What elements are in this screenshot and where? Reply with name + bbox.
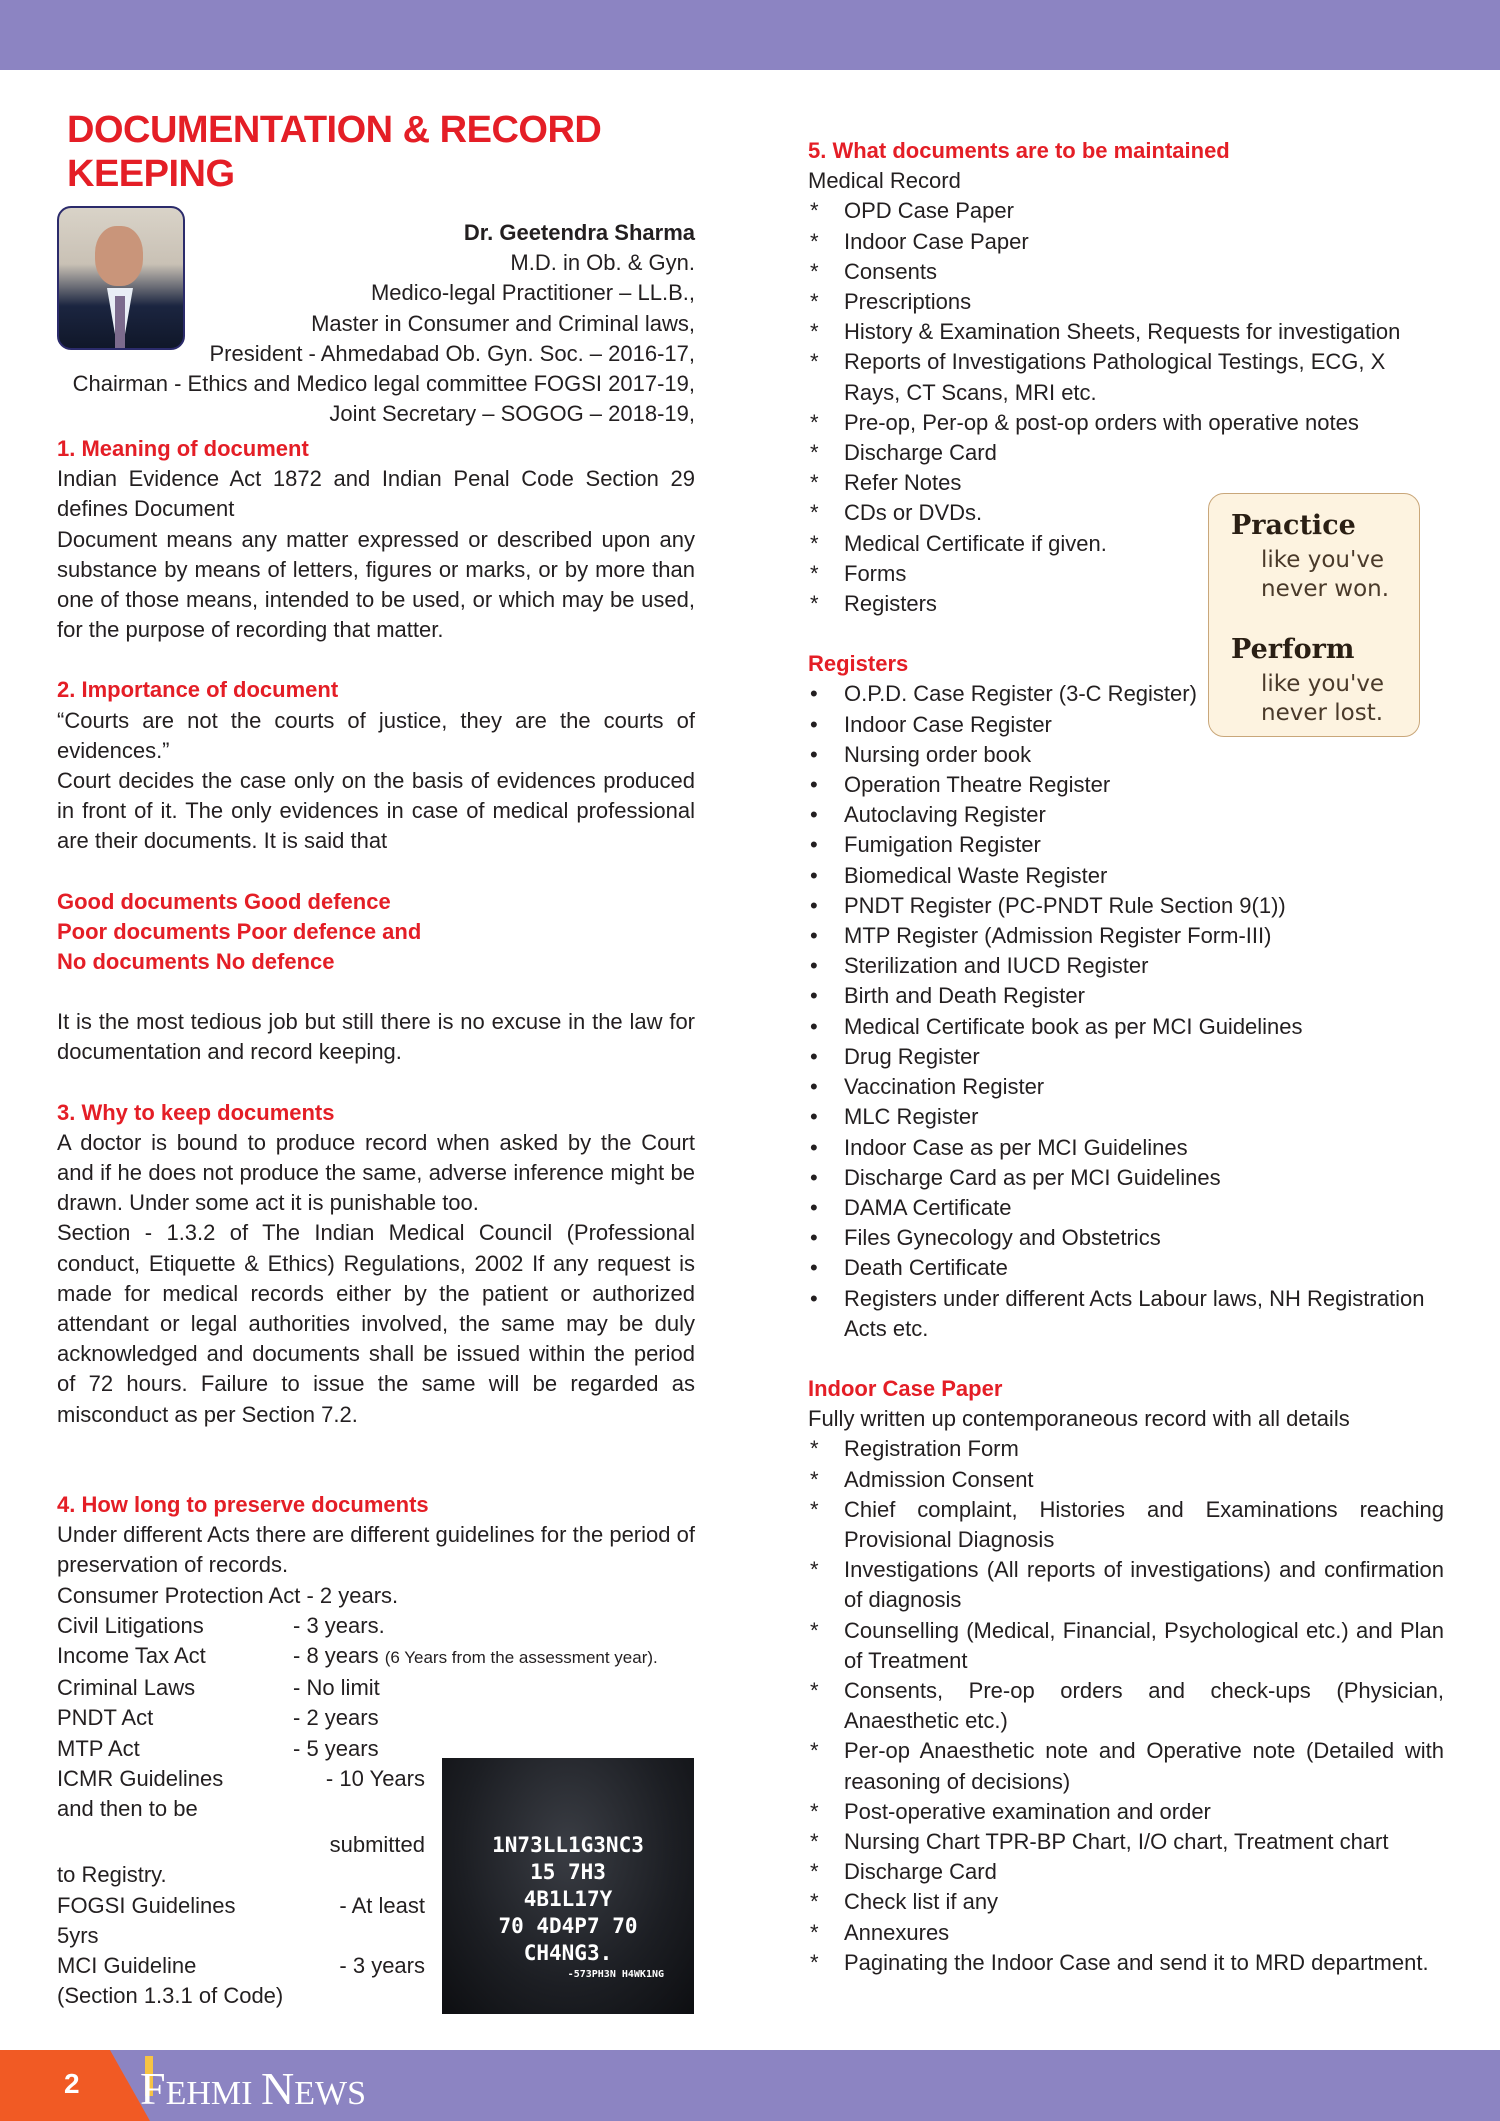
list-item	[808, 347, 1444, 407]
bullet-marker: *	[810, 349, 819, 375]
tshirt-line: 4B1L17Y	[523, 1887, 613, 1911]
motto-line: like you've	[1261, 547, 1385, 573]
act-name: MCI Guideline	[57, 1952, 197, 1978]
registers-list	[808, 679, 1444, 1343]
motto-line: never lost.	[1261, 700, 1384, 726]
act-name: FOGSI Guidelines	[57, 1892, 236, 1918]
bullet-marker: •	[810, 953, 818, 979]
list-item-text: Discharge Card	[844, 1859, 997, 1885]
act-period: - 3 years	[339, 1952, 425, 1978]
list-item-text: PNDT Register (PC-PNDT Rule Section 9(1))	[844, 892, 1286, 918]
paragraph: Indian Evidence Act 1872 and Indian Penal Code Section 29 defines Document	[57, 466, 695, 522]
section-heading: Indoor Case Paper	[808, 1375, 1003, 1401]
list-item-text: Pre-op, Per-op & post-op orders with operative notes	[844, 409, 1359, 435]
act-period: - 3 years.	[293, 1612, 385, 1638]
list-item	[808, 1223, 1444, 1253]
list-item-text: Biomedical Waste Register	[844, 862, 1108, 888]
paragraph: Section - 1.3.2 of The Indian Medical Council (Professional conduct, Etiquette & Ethics) Regulations, 2002 If any request is made for medical records either by the patient or authorized attendant or legal authorities involved, the same may be duly acknowledged and documents shall be issued within the period of 72 hours. Failure to issue the same will be regarded as misconduct as per Section 7.2.	[57, 1220, 695, 1427]
bullet-marker: *	[810, 228, 819, 254]
bullet-marker: •	[810, 1043, 818, 1069]
list-item-text: Nursing order book	[844, 741, 1032, 767]
author-name: Dr. Geetendra Sharma	[463, 220, 695, 245]
act-name: to Registry.	[57, 1862, 167, 1888]
act-period: - 10 Years	[325, 1765, 425, 1791]
bullet-marker: *	[810, 198, 819, 224]
list-item	[808, 951, 1444, 981]
preservation-row	[57, 1611, 695, 1641]
list-item	[808, 1797, 1444, 1827]
act-name: (Section 1.3.1 of Code)	[57, 1983, 284, 2009]
list-item-text: Vaccination Register	[844, 1074, 1045, 1100]
act-period: 5yrs	[57, 1922, 99, 1948]
list-item-text: Per-op Anaesthetic note and Operative note (Detailed with reasoning of decisions)	[844, 1738, 1444, 1794]
list-item	[808, 1465, 1444, 1495]
author-line: Joint Secretary – SOGOG – 2018-19,	[329, 401, 695, 427]
list-item	[808, 196, 1444, 226]
act-period: - No limit	[293, 1675, 380, 1701]
act-period: - At least	[339, 1892, 425, 1918]
preservation-row	[57, 1673, 695, 1703]
paragraph: Court decides the case only on the basis of evidences produced in front of it. The only evidences in case of medical professional are their documents. It is said that	[57, 768, 695, 854]
author-line: M.D. in Ob. & Gyn.	[510, 250, 695, 276]
bullet-marker: •	[810, 983, 818, 1009]
bullet-marker: •	[810, 1013, 818, 1039]
bullet-marker: *	[810, 1949, 819, 1975]
bullet-marker: *	[810, 1859, 819, 1885]
bullet-marker: *	[810, 319, 819, 345]
act-name: MTP Act	[57, 1735, 140, 1761]
list-item-text: Registers	[844, 591, 937, 617]
paragraph: Fully written up contemporaneous record with all details	[808, 1406, 1350, 1432]
list-item	[808, 830, 1444, 860]
act-name: Civil Litigations	[57, 1612, 204, 1638]
list-item-text: Consents	[844, 258, 937, 284]
list-item-text: History & Examination Sheets, Requests for investigation	[844, 319, 1401, 345]
list-item-text: Paginating the Indoor Case and send it to MRD department.	[844, 1949, 1429, 1975]
list-item	[808, 1918, 1444, 1948]
bullet-marker: •	[810, 862, 818, 888]
bullet-marker: *	[810, 1889, 819, 1915]
list-item	[808, 921, 1444, 951]
list-item	[808, 1193, 1444, 1223]
bullet-marker: •	[810, 892, 818, 918]
bullet-marker: •	[810, 1104, 818, 1130]
list-item	[808, 1102, 1444, 1132]
author-line: Master in Consumer and Criminal laws,	[311, 310, 695, 336]
list-item-text: CDs or DVDs.	[844, 500, 983, 526]
brand-logo: FEHMI NEWS	[140, 2063, 366, 2114]
bullet-marker: *	[810, 289, 819, 315]
list-item-text: Registers under different Acts Labour laws, NH Registration Acts etc.	[844, 1285, 1425, 1341]
bullet-marker: •	[810, 1194, 818, 1220]
list-item-text: Sterilization and IUCD Register	[844, 953, 1149, 979]
list-item	[808, 1676, 1444, 1736]
bullet-marker: •	[810, 1225, 818, 1251]
act-name: ICMR Guidelines	[57, 1765, 224, 1791]
list-item-text: Discharge Card	[844, 440, 997, 466]
paragraph: Medical Record	[808, 168, 961, 194]
list-item	[808, 1072, 1444, 1102]
list-item	[808, 1495, 1444, 1555]
list-item	[808, 287, 1444, 317]
list-item-text: Indoor Case as per MCI Guidelines	[844, 1134, 1188, 1160]
act-period: submitted	[329, 1832, 425, 1858]
list-item-text: O.P.D. Case Register (3-C Register)	[844, 681, 1197, 707]
tshirt-line: 15 7H3	[530, 1860, 606, 1884]
list-item-text: Counselling (Medical, Financial, Psychological etc.) and Plan of Treatment	[844, 1617, 1444, 1673]
list-item-text: Death Certificate	[844, 1255, 1008, 1281]
bullet-marker: •	[810, 741, 818, 767]
list-item-text: Forms	[844, 560, 907, 586]
bullet-marker: *	[810, 1798, 819, 1824]
article-title: DOCUMENTATION & RECORD KEEPING	[67, 109, 602, 195]
bullet-marker: *	[810, 258, 819, 284]
list-item-text: Prescriptions	[844, 289, 972, 315]
bullet-marker: *	[810, 1919, 819, 1945]
list-item	[808, 1434, 1444, 1464]
bullet-marker: *	[810, 1677, 819, 1703]
act-name: Criminal Laws	[57, 1675, 196, 1701]
bullet-marker: *	[810, 1466, 819, 1492]
preservation-row	[57, 1641, 695, 1673]
author-line: Medico-legal Practitioner – LL.B.,	[370, 280, 695, 306]
bullet-marker: •	[810, 681, 818, 707]
bullet-marker: *	[810, 591, 819, 617]
bullet-marker: *	[810, 500, 819, 526]
tshirt-line: 70 4D4P7 70	[498, 1914, 638, 1938]
list-item	[808, 1042, 1444, 1072]
bullet-marker: *	[810, 530, 819, 556]
bullet-marker: •	[810, 1164, 818, 1190]
list-item	[808, 1616, 1444, 1676]
list-item	[808, 1163, 1444, 1193]
list-item-text: Annexures	[844, 1919, 950, 1945]
motto-box	[1208, 493, 1420, 737]
slogan: Poor documents Poor defence and	[57, 918, 422, 944]
indoor-list	[808, 1434, 1444, 1978]
motto-line: never won.	[1261, 576, 1390, 602]
list-item-text: Indoor Case Paper	[844, 228, 1029, 254]
list-item-text: Reports of Investigations Pathological Testings, ECG, X Rays, CT Scans, MRI etc.	[844, 349, 1386, 405]
list-item-text: MTP Register (Admission Register Form-III)	[844, 923, 1272, 949]
author-block	[57, 206, 695, 434]
act-name: PNDT Act	[57, 1705, 154, 1731]
act-note: (6 Years from the assessment year).	[384, 1647, 658, 1667]
left-column	[57, 108, 695, 2011]
list-item	[808, 1253, 1444, 1283]
bullet-marker: *	[810, 1557, 819, 1583]
bullet-marker: •	[810, 832, 818, 858]
list-item	[808, 227, 1444, 257]
list-item-text: Files Gynecology and Obstetrics	[844, 1225, 1161, 1251]
act-name: Income Tax Act	[57, 1642, 206, 1668]
list-item-text: Fumigation Register	[844, 832, 1041, 858]
motto-heading: Perform	[1231, 634, 1355, 665]
preservation-row: Consumer Protection Act - 2 years.	[57, 1582, 399, 1608]
motto-heading: Practice	[1231, 510, 1356, 541]
paragraph: Document means any matter expressed or described upon any substance by means of letters, figures or marks, or by more than one of those means, intended to be used, or which may be used, for the purpose of recording that matter.	[57, 526, 695, 643]
list-item	[808, 891, 1444, 921]
bullet-marker: •	[810, 802, 818, 828]
tshirt-text	[442, 1832, 694, 1983]
list-item-text: Nursing Chart TPR-BP Chart, I/O chart, Treatment chart	[844, 1828, 1389, 1854]
list-item-text: Consents, Pre-op orders and check-ups (Physician, Anaesthetic etc.)	[844, 1677, 1444, 1734]
list-item-text: Chief complaint, Histories and Examinations reaching Provisional Diagnosis	[844, 1496, 1444, 1552]
list-item	[808, 317, 1444, 347]
paragraph: “Courts are not the courts of justice, they are the courts of evidences.”	[57, 707, 695, 763]
list-item	[808, 861, 1444, 891]
bullet-marker: •	[810, 1074, 818, 1100]
guidelines-block	[57, 1764, 425, 2012]
bullet-marker: *	[810, 1436, 819, 1462]
list-item	[808, 1857, 1444, 1887]
page-number: 2	[64, 2068, 80, 2099]
list-item	[808, 800, 1444, 830]
list-item-text: DAMA Certificate	[844, 1194, 1012, 1220]
top-banner	[0, 0, 1500, 70]
list-item-text: Operation Theatre Register	[844, 772, 1111, 798]
list-item	[808, 257, 1444, 287]
list-item-text: Check list if any	[844, 1889, 999, 1915]
preservation-row	[57, 1703, 695, 1733]
author-line: President - Ahmedabad Ob. Gyn. Soc. – 2016-17,	[209, 340, 695, 366]
list-item	[808, 1012, 1444, 1042]
list-item-text: Indoor Case Register	[844, 711, 1052, 737]
bullet-marker: *	[810, 470, 819, 496]
list-item	[808, 438, 1444, 468]
bullet-marker: *	[810, 440, 819, 466]
section-heading: 2. Importance of document	[57, 677, 339, 703]
slogan: No documents No defence	[57, 949, 335, 975]
section-heading: Registers	[808, 651, 909, 677]
list-item	[808, 408, 1444, 438]
list-item	[808, 740, 1444, 770]
section-heading: 5. What documents are to be maintained	[808, 138, 1230, 163]
list-item	[808, 770, 1444, 800]
list-item-text: Investigations (All reports of investigations) and confirmation of diagnosis	[844, 1557, 1444, 1613]
paragraph: Under different Acts there are different guidelines for the period of preservation of records.	[57, 1522, 695, 1578]
motto-line: like you've	[1261, 671, 1385, 697]
author-line: Chairman - Ethics and Medico legal committee FOGSI 2017-19,	[72, 371, 695, 397]
list-item-text: Drug Register	[844, 1043, 980, 1069]
bullet-marker: •	[810, 772, 818, 798]
list-item-text: Medical Certificate if given.	[844, 530, 1107, 556]
list-item	[808, 1555, 1444, 1615]
tshirt-credit: -573PH3N H4WK1NG	[567, 1969, 664, 1980]
bullet-marker: *	[810, 409, 819, 435]
bullet-marker: *	[810, 1738, 819, 1764]
list-item-text: MLC Register	[844, 1104, 979, 1130]
bullet-marker: •	[810, 1134, 818, 1160]
bullet-marker: *	[810, 1828, 819, 1854]
paragraph: It is the most tedious job but still there is no excuse in the law for documentation and record keeping.	[57, 1009, 695, 1065]
list-item-text: Refer Notes	[844, 470, 962, 496]
tshirt-photo	[442, 1758, 694, 2014]
list-item-text: Birth and Death Register	[844, 983, 1085, 1009]
list-item	[808, 1284, 1444, 1344]
bullet-marker: *	[810, 1617, 819, 1643]
bullet-marker: •	[810, 711, 818, 737]
list-item-text: OPD Case Paper	[844, 198, 1014, 224]
list-item	[808, 1133, 1444, 1163]
act-period: - 2 years	[293, 1705, 379, 1731]
bullet-marker: •	[810, 1285, 818, 1311]
section-heading: 1. Meaning of document	[57, 436, 309, 461]
tshirt-line: 1N73LL1G3NC3	[492, 1833, 644, 1857]
tshirt-line: CH4NG3.	[523, 1941, 613, 1965]
list-item	[808, 981, 1444, 1011]
section-heading: 3. Why to keep documents	[57, 1099, 335, 1125]
list-item-text: Medical Certificate book as per MCI Guidelines	[844, 1013, 1303, 1039]
list-item	[808, 1948, 1444, 1978]
act-name: and then to be	[57, 1795, 198, 1821]
bullet-marker: •	[810, 1255, 818, 1281]
right-column	[808, 136, 1444, 1978]
list-item-text: Post-operative examination and order	[844, 1798, 1211, 1824]
list-item	[808, 1887, 1444, 1917]
section-heading: 4. How long to preserve documents	[57, 1491, 429, 1517]
list-item-text: Registration Form	[844, 1436, 1019, 1462]
list-item-text: Discharge Card as per MCI Guidelines	[844, 1164, 1221, 1190]
act-period: - 8 years	[293, 1642, 385, 1668]
bullet-marker: •	[810, 923, 818, 949]
list-item-text: Admission Consent	[844, 1466, 1034, 1492]
author-credentials	[73, 218, 695, 429]
act-period: - 5 years	[293, 1735, 379, 1761]
list-item	[808, 1736, 1444, 1796]
bullet-marker: *	[810, 560, 819, 586]
paragraph: A doctor is bound to produce record when asked by the Court and if he does not produce the same, adverse inference might be drawn. Under some act it is punishable too.	[57, 1129, 695, 1216]
slogan: Good documents Good defence	[57, 888, 391, 914]
list-item	[808, 1827, 1444, 1857]
list-item-text: Autoclaving Register	[844, 802, 1046, 828]
bullet-marker: *	[810, 1496, 819, 1522]
